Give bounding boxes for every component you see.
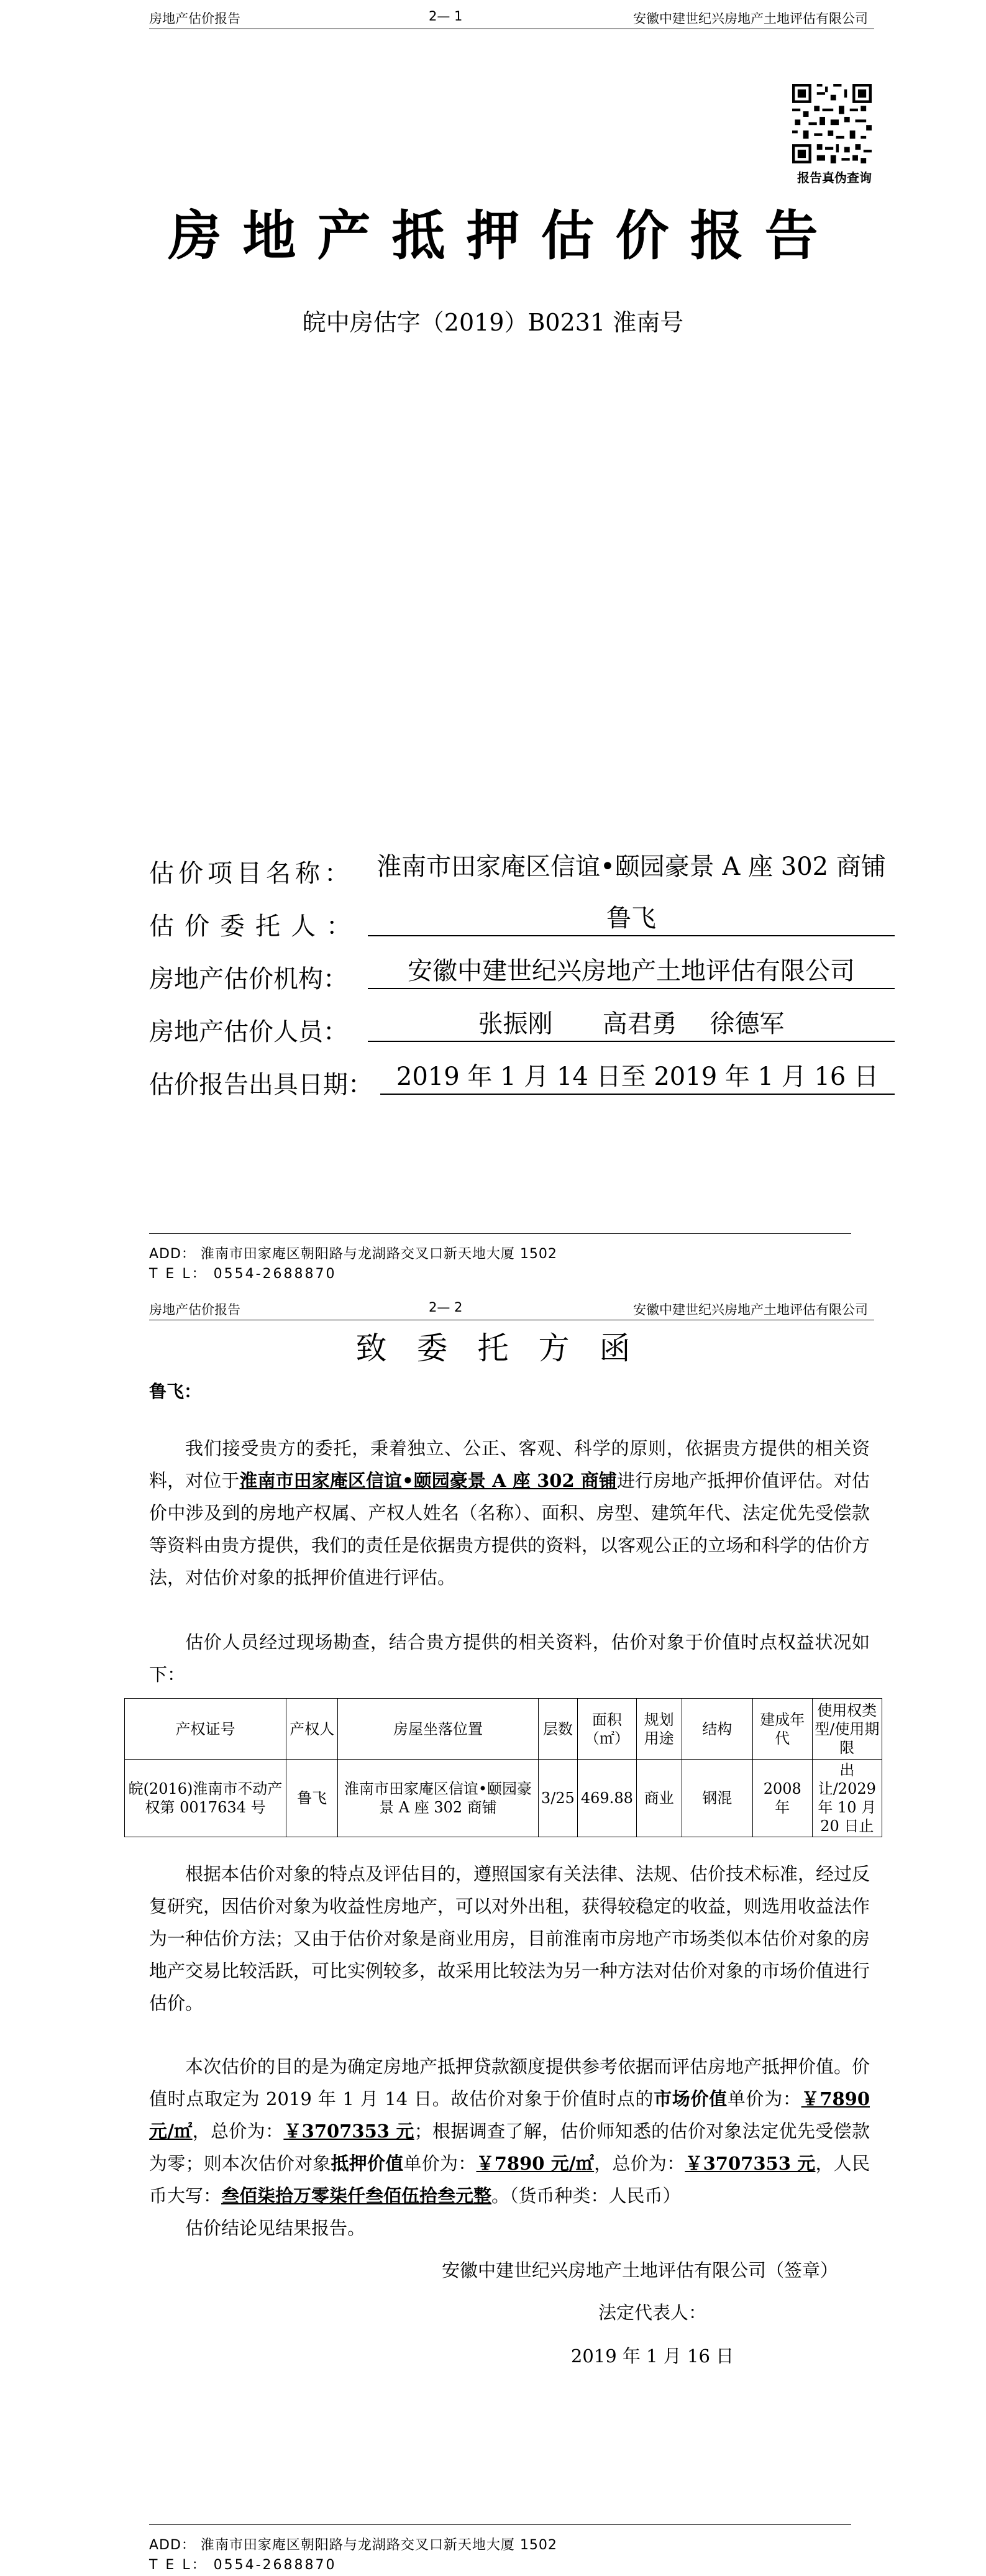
amount-in-words: 叁佰柒拾万零柒仟叁佰伍拾叁元整 — [221, 2185, 492, 2206]
text: ；根据调查了解，估价师知悉的估价对象法定优先受偿款为零；则本次估价对象 — [149, 2121, 870, 2174]
letter-paragraph-5: 估价结论见结果报告。 — [185, 2217, 366, 2239]
property-table — [124, 1698, 882, 1837]
table-header-row — [125, 1699, 882, 1760]
table-header: 房屋坐落位置 — [338, 1699, 538, 1760]
signature-representative: 法定代表人： — [598, 2302, 706, 2323]
table-header: 层数 — [538, 1699, 577, 1760]
cover-value-appraisers: 张振刚 高君勇 徐德军 — [368, 1004, 895, 1042]
cover-label: 房地产估价人员： — [149, 1018, 348, 1046]
letter-title: 致委托方函 — [355, 1330, 660, 1366]
mortgage-unit-price: ￥7890 元/㎡ — [476, 2153, 595, 2174]
table-cell: 出让/2029 年 10 月 20 日止 — [812, 1760, 882, 1837]
market-total-price: ￥3707353 元 — [283, 2121, 414, 2142]
cover-value-date: 2019 年 1 月 14 日至 2019 年 1 月 16 日 — [380, 1057, 895, 1095]
page1-header — [0, 0, 986, 37]
market-value-label: 市场价值 — [654, 2088, 728, 2109]
footer-rule — [149, 2524, 851, 2525]
table-header: 产权证号 — [125, 1699, 286, 1760]
table-cell: 钢混 — [682, 1760, 752, 1837]
letter-paragraph-3: 根据本估价对象的特点及评估目的，遵照国家有关法律、法规、估价技术标准，经过反复研究，因估价对象为收益性房地产，可以对外出租，获得较稳定的收益，则选用收益法作为一种估价方法；又由于估价对象是商业用房，目前淮南市房地产市场类似本估价对象的房地产交易比较活跃，可比实例较多，故采用比较法为另一种方法对估价对象的市场价值进行估价。 — [149, 1863, 870, 2014]
text: ，总价为： — [594, 2153, 685, 2174]
cover-row-project-name — [149, 851, 895, 888]
table-row — [125, 1760, 882, 1837]
header-page-number: 2— 2 — [429, 1300, 463, 1315]
cover-label: 估价报告出具日期： — [149, 1071, 373, 1099]
text: 进行房地产抵押价值评估。对估价中涉及到的房地产权属、产权人姓名（名称）、面积、房型、建筑年代、法定优先受偿款等资料由贵方提供，我们的责任是依据贵方提供的资料，以客观公正的立场和科学的估价方法，对估价对象的抵押价值进行评估。 — [149, 1470, 870, 1588]
mortgage-total-price: ￥3707353 元 — [685, 2153, 816, 2174]
text: ，人民币大写： — [149, 2153, 870, 2206]
cover-label: 估价委托人： — [149, 912, 362, 941]
table-header: 建成年代 — [752, 1699, 812, 1760]
cover-value-agency: 安徽中建世纪兴房地产土地评估有限公司 — [368, 951, 895, 989]
cover-row-client — [149, 904, 895, 941]
cover-value-client: 鲁飞 — [368, 898, 895, 936]
table-header: 产权人 — [286, 1699, 338, 1760]
table-cell: 商业 — [636, 1760, 682, 1837]
table-header: 面积（㎡） — [578, 1699, 637, 1760]
table-cell: 3/25 — [538, 1760, 577, 1837]
table-cell: 鲁飞 — [286, 1760, 338, 1837]
letter-paragraph-1 — [149, 1432, 870, 1594]
text: 单价为： — [403, 2153, 477, 2174]
cover-label: 估价项目名称： — [149, 859, 354, 888]
table-cell: 469.88 — [578, 1760, 637, 1837]
text: 。（货币种类：人民币） — [491, 2185, 681, 2206]
market-unit-price: ￥7890 元/㎡ — [149, 2088, 870, 2142]
qr-caption: 报告真伪查询 — [797, 170, 872, 185]
header-page-number: 2— 1 — [429, 9, 463, 24]
table-header: 使用权类型/使用期限 — [812, 1699, 882, 1760]
footer-address: ADD： 淮南市田家庵区朝阳路与龙湖路交叉口新天地大厦 1502 — [149, 2537, 557, 2553]
header-right: 安徽中建世纪兴房地产土地评估有限公司 — [633, 11, 868, 26]
cover-value-project-name: 淮南市田家庵区信谊•颐园豪景 A 座 302 商铺 — [377, 852, 886, 881]
letter-addressee: 鲁飞： — [149, 1381, 202, 1402]
text: 我们接受贵方的委托，秉着独立、公正、客观、科学的原则，依据贵方提供的相关资料，对位于 — [149, 1438, 870, 1491]
table-header: 结构 — [682, 1699, 752, 1760]
cover-row-appraisers — [149, 1010, 895, 1047]
footer-tel: T E L： 0554-2688870 — [149, 1266, 337, 1282]
footer-address: ADD： 淮南市田家庵区朝阳路与龙湖路交叉口新天地大厦 1502 — [149, 1246, 557, 1262]
cover-row-agency — [149, 957, 895, 994]
table-cell: 皖(2016)淮南市不动产权第 0017634 号 — [125, 1760, 286, 1837]
table-cell: 2008 年 — [752, 1760, 812, 1837]
signature-date: 2019 年 1 月 16 日 — [570, 2345, 734, 2367]
table-header: 规划用途 — [636, 1699, 682, 1760]
text: ，总价为： — [192, 2121, 284, 2142]
header-left: 房地产估价报告 — [149, 11, 240, 26]
text: 单价为： — [727, 2088, 801, 2109]
letter-paragraph-4 — [149, 2050, 870, 2212]
page2-header — [0, 1291, 986, 1328]
qr-code-icon[interactable] — [792, 84, 872, 163]
letter-paragraph-2: 估价人员经过现场勘查，结合贵方提供的相关资料，估价对象于价值时点权益状况如下： — [149, 1632, 870, 1685]
cover-row-date — [149, 1062, 895, 1100]
report-title: 房地产抵押估价报告 — [168, 204, 839, 267]
table-cell: 淮南市田家庵区信谊•颐园豪景 A 座 302 商铺 — [338, 1760, 538, 1837]
footer-rule — [149, 1233, 851, 1234]
signature-company: 安徽中建世纪兴房地产土地评估有限公司（签章） — [441, 2260, 838, 2281]
property-location: 淮南市田家庵区信谊•颐园豪景 A 座 302 商铺 — [239, 1470, 617, 1491]
text: 本次估价的目的是为确定房地产抵押贷款额度提供参考依据而评估房地产抵押价值。价值时点取定为 2019 年 1 月 14 日。故估价对象于价值时点的 — [149, 2056, 870, 2109]
cover-label: 房地产估价机构： — [149, 965, 348, 993]
report-number: 皖中房估字（2019）B0231 淮南号 — [302, 309, 684, 336]
mortgage-value-label: 抵押价值 — [331, 2153, 404, 2174]
header-left: 房地产估价报告 — [149, 1302, 240, 1317]
footer-tel: T E L： 0554-2688870 — [149, 2557, 337, 2573]
header-right: 安徽中建世纪兴房地产土地评估有限公司 — [633, 1302, 868, 1317]
